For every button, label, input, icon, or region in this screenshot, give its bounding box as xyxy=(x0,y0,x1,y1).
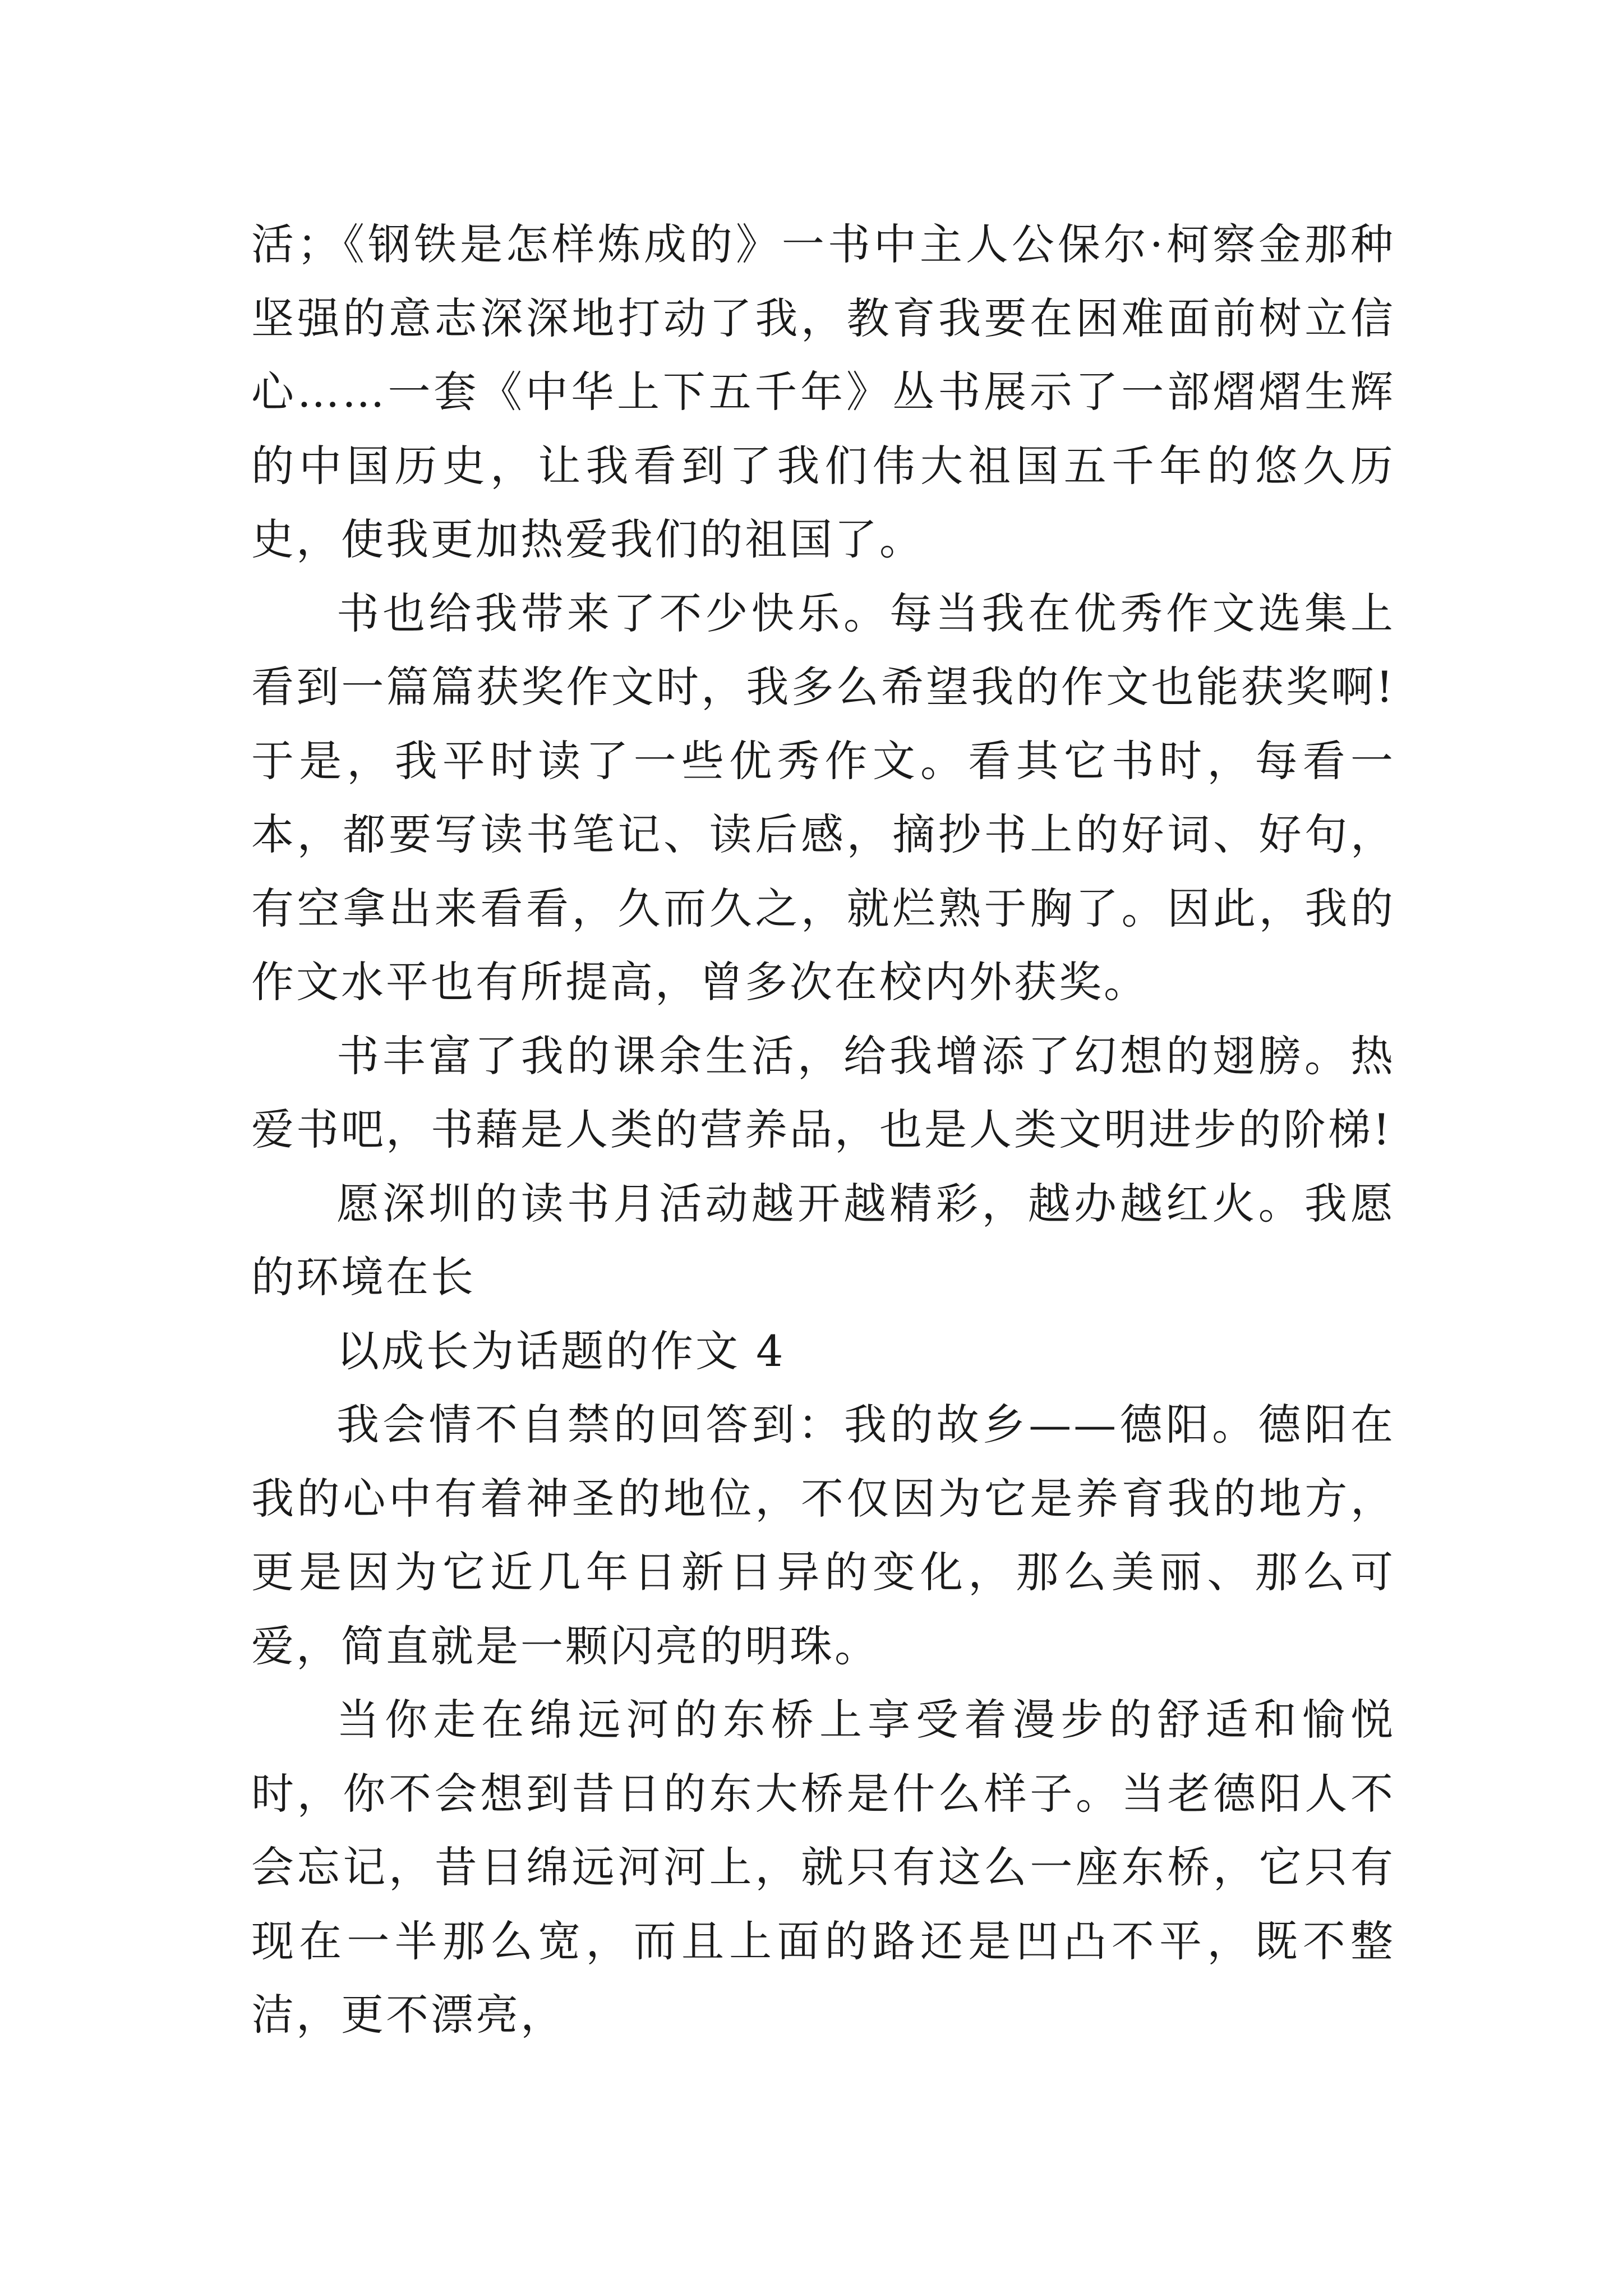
paragraph-3: 书丰富了我的课余生活，给我增添了幻想的翅膀。热爱书吧，书藉是人类的营养品，也是人类文明进步的阶梯! xyxy=(251,1030,1395,1154)
essay-heading: 以成长为话题的作文 4 xyxy=(336,1326,786,1376)
paragraph-4: 愿深圳的读书月活动越开越精彩，越办越红火。我愿的环境在长 xyxy=(251,1178,1395,1302)
paragraph-7: 当你走在绵远河的东桥上享受着漫步的舒适和愉悦时，你不会想到昔日的东大桥是什么样子。当老德阳人不会忘记，昔日绵远河河上，就只有这么一座东桥，它只有现在一半那么宽，而且上面的路还是凹凸不平，既不整洁，更不漂亮， xyxy=(251,1695,1395,2040)
document-body xyxy=(251,208,1395,2052)
paragraph-6: 我会情不自禁的回答到：我的故乡——德阳。德阳在我的心中有着神圣的地位，不仅因为它是养育我的地方，更是因为它近几年日新日异的变化，那么美丽、那么可爱，简直就是一颗闪亮的明珠。 xyxy=(251,1400,1395,1671)
paragraph-2: 书也给我带来了不少快乐。每当我在优秀作文选集上看到一篇篇获奖作文时，我多么希望我的作文也能获奖啊!于是，我平时读了一些优秀作文。看其它书时，每看一本，都要写读书笔记、读后感，摘抄书上的好词、好句，有空拿出来看看，久而久之，就烂熟于胸了。因此，我的作文水平也有所提高，曾多次在校内外获奖。 xyxy=(251,588,1395,1007)
paragraph-1: 活；《钢铁是怎样炼成的》一书中主人公保尔·柯察金那种坚强的意志深深地打动了我，教育我要在困难面前树立信心……一套《中华上下五千年》丛书展示了一部熠熠生辉的中国历史，让我看到了我们伟大祖国五千年的悠久历史，使我更加热爱我们的祖国了。 xyxy=(251,219,1395,564)
